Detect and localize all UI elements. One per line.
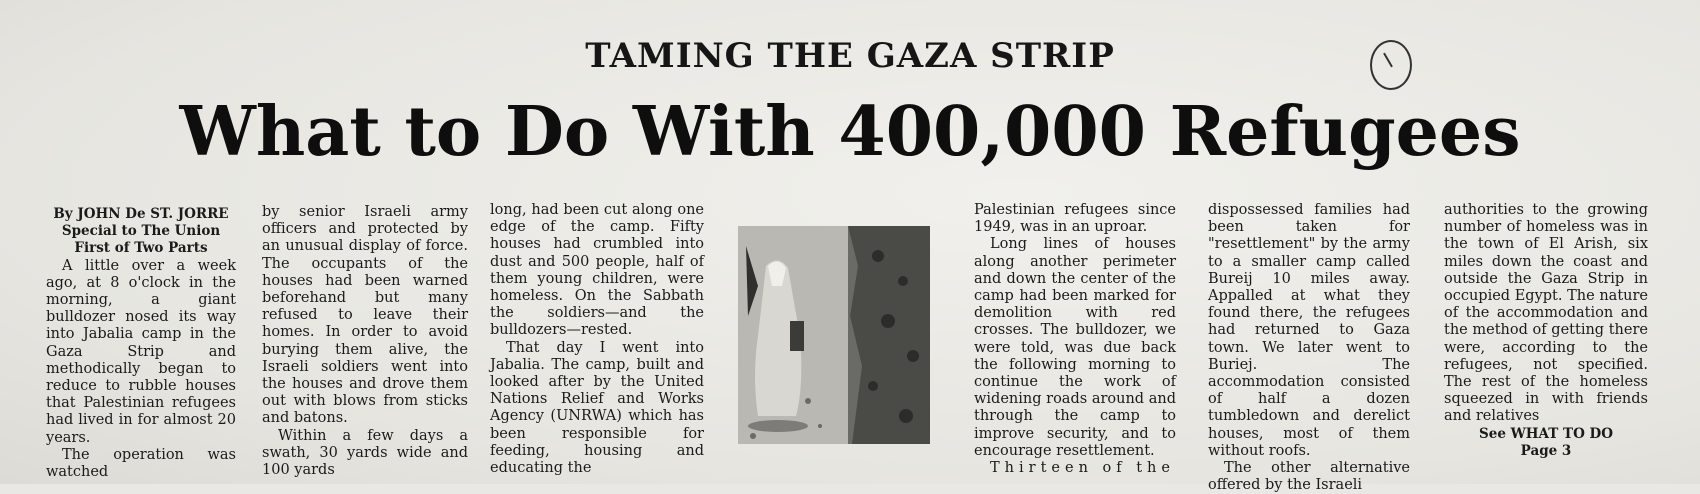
paragraph: A little over a week ago, at 8 o'clock in the morning, a giant bulldozer nosed its way into Jabalia camp in the Gaza Strip and methodically began to reduce to rubble houses that Palestinian refugees had lived in for almost 20 years. <box>46 257 236 446</box>
article-column-2 <box>262 204 468 479</box>
paragraph: That day I went into Jabalia. The camp, built and looked after by the United Nations Relief and Works Agency (UNRWA) which has been responsible for feeding, housing and educating the <box>490 339 704 477</box>
article-column-5 <box>1208 202 1410 494</box>
paragraph: Long lines of houses along another perimeter and down the center of the camp had been marked for demolition with red crosses. The bulldozer, we were told, was due back the following morning to continue the work of widening roads around and through the camp to improve security, and to encourage resettlement. <box>974 236 1176 459</box>
paragraph: authorities to the growing number of homeless was in the town of El Arish, six miles down the coast and outside the Gaza Strip in occupied Egypt. The nature of the accommodation and the method of getting there were, according to the refugees, not specified. The rest of the homeless squeezed in with friends and relatives <box>1444 202 1648 425</box>
paragraph: Within a few days a swath, 30 yards wide and 100 yards <box>262 427 468 479</box>
kicker-headline: TAMING THE GAZA STRIP <box>585 36 1115 76</box>
article-column-4 <box>974 202 1176 477</box>
byline-series: First of Two Parts <box>74 240 208 257</box>
jump-page: Page 3 <box>1520 442 1572 459</box>
paragraph: Palestinian refugees since 1949, was in an uproar. <box>974 202 1176 236</box>
article-column-3 <box>490 202 704 477</box>
handwritten-circle-mark <box>1370 40 1412 90</box>
refugee-photo <box>738 226 930 444</box>
paragraph: long, had been cut along one edge of the camp. Fifty houses had crumbled into dust and 500 people, half of them young children, were homeless. On the Sabbath the soldiers—and the bulldozers—rested. <box>490 202 704 339</box>
photo-illustration <box>738 226 930 444</box>
jump-line: See WHAT TO DO <box>1479 425 1613 442</box>
paragraph: Thirteen of the <box>990 460 1175 477</box>
article-column-1 <box>46 206 236 481</box>
byline-outlet: Special to The Union <box>61 223 221 240</box>
paragraph: The other alternative offered by the Israeli <box>1208 460 1410 494</box>
article-column-6 <box>1444 202 1648 460</box>
paragraph: The operation was watched <box>46 446 236 481</box>
paragraph: by senior Israeli army officers and protected by an unusual display of force. The occupants of the houses had been warned beforehand but many refused to leave their homes. In order to avoid burying them alive, the Israeli soldiers went into the houses and drove them out with blows from sticks and batons. <box>262 204 468 427</box>
paragraph: dispossessed families had been taken for "resettlement" by the army to a smaller camp called Bureij 10 miles away. Appalled at what they found there, the refugees had returned to Gaza town. We later went to Buriej. The accommodation consisted of half a dozen tumbledown and derelict houses, most of them without roofs. <box>1208 202 1410 459</box>
byline-author: By JOHN De ST. JORRE <box>53 206 229 222</box>
main-headline: What to Do With 400,000 Refugees <box>179 92 1521 172</box>
